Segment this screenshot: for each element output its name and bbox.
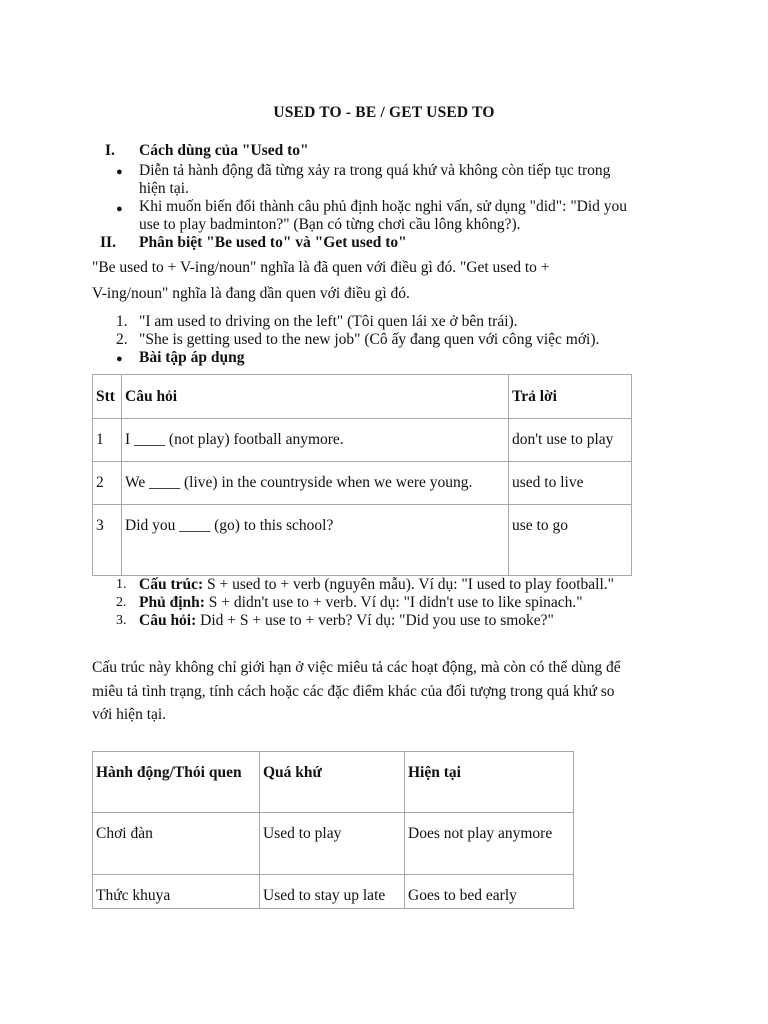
table-cell: 3 — [93, 505, 122, 576]
table-cell: use to go — [509, 505, 632, 576]
bullet-icon: ● — [116, 353, 123, 365]
structure-1-text: S + used to + verb (nguyên mẫu). Ví dụ: "I used to play football." — [203, 576, 614, 593]
section-2-heading: Phân biệt "Be used to" và "Get used to" — [139, 234, 407, 251]
table-header-cell: Câu hỏi — [122, 375, 509, 419]
table-cell: 1 — [93, 419, 122, 462]
section-1-number: I. — [105, 142, 115, 159]
structure-2-number: 2. — [116, 595, 127, 610]
structure-1-number: 1. — [116, 577, 127, 592]
table-header-cell: Hiện tại — [405, 752, 574, 813]
table-cell: used to live — [509, 462, 632, 505]
closing-para-line-1: Cấu trúc này không chỉ giới hạn ở việc miêu tả các hoạt động, mà còn có thể dùng để — [92, 659, 621, 676]
closing-para-line-2: miêu tả tình trạng, tính cách hoặc các đặc điểm khác của đối tượng trong quá khứ so — [92, 683, 615, 700]
table-cell: Chơi đàn — [93, 813, 260, 875]
structure-1 — [139, 576, 614, 594]
table-header-cell: Hành động/Thói quen — [93, 752, 260, 813]
table-cell: Goes to bed early — [405, 875, 574, 909]
section-1-bullet-2-line-1: Khi muốn biến đổi thành câu phủ định hoặc nghi vấn, sử dụng "did": "Did you — [139, 198, 628, 215]
structure-2-label: Phủ định: — [139, 594, 205, 611]
example-1-text: "I am used to driving on the left" (Tôi quen lái xe ở bên trái). — [139, 313, 518, 330]
table-header-row — [93, 752, 574, 813]
table-row — [93, 875, 574, 909]
example-2-text: "She is getting used to the new job" (Cô ấy đang quen với công việc mới). — [139, 331, 600, 348]
table-header-cell: Quá khứ — [260, 752, 405, 813]
table-cell: I ____ (not play) football anymore. — [122, 419, 509, 462]
table-row — [93, 813, 574, 875]
table-header-cell: Trả lời — [509, 375, 632, 419]
table-cell: don't use to play — [509, 419, 632, 462]
section-1-bullet-1-line-2: hiện tại. — [139, 180, 189, 197]
table-row — [93, 462, 632, 505]
table-cell: Used to play — [260, 813, 405, 875]
section-1-bullet-1 — [139, 162, 674, 198]
compare-table — [92, 751, 574, 909]
structure-2 — [139, 594, 583, 612]
section-2-para-line-1: "Be used to + V-ing/noun" nghĩa là đã quen với điều gì đó. "Get used to + — [92, 259, 550, 276]
section-1-heading: Cách dùng của "Used to" — [139, 142, 309, 159]
bullet-icon: ● — [116, 166, 123, 178]
exercise-heading: Bài tập áp dụng — [139, 349, 245, 366]
structure-2-text: S + didn't use to + verb. Ví dụ: "I didn't use to like spinach." — [204, 594, 583, 611]
table-header-cell: Stt — [93, 375, 122, 419]
section-1-bullet-2-line-2: use to play badminton?" (Bạn có từng chơi cầu lông không?). — [139, 216, 521, 233]
section-1-bullet-1-line-1 — [139, 162, 674, 180]
example-1-number: 1. — [116, 313, 128, 330]
section-1-bullet-2 — [139, 198, 674, 234]
section-2-para-line-2: V-ing/noun" nghĩa là đang dần quen với điều gì đó. — [92, 285, 410, 302]
exercise-table — [92, 374, 632, 576]
bullet-text: Diễn tả hành động đã từng xảy ra trong quá khứ và không còn tiếp tục trong — [139, 162, 611, 179]
table-row — [93, 505, 632, 576]
table-cell: Did you ____ (go) to this school? — [122, 505, 509, 576]
table-row — [93, 419, 632, 462]
table-cell: Does not play anymore — [405, 813, 574, 875]
section-2-number: II. — [100, 234, 116, 251]
page-title: USED TO - BE / GET USED TO — [273, 104, 495, 121]
structure-3-number: 3. — [116, 613, 127, 628]
example-2-number: 2. — [116, 331, 128, 348]
structure-3 — [139, 612, 554, 630]
table-cell: We ____ (live) in the countryside when we were young. — [122, 462, 509, 505]
table-header-row — [93, 375, 632, 419]
table-cell: 2 — [93, 462, 122, 505]
table-cell: Used to stay up late — [260, 875, 405, 909]
table-cell: Thức khuya — [93, 875, 260, 909]
closing-para-line-3: với hiện tại. — [92, 706, 167, 723]
structure-1-label: Cấu trúc: — [139, 576, 204, 593]
structure-3-text: Did + S + use to + verb? Ví dụ: "Did you use to smoke?" — [196, 612, 554, 629]
structure-3-label: Câu hỏi: — [139, 612, 197, 629]
bullet-icon: ● — [116, 203, 123, 215]
